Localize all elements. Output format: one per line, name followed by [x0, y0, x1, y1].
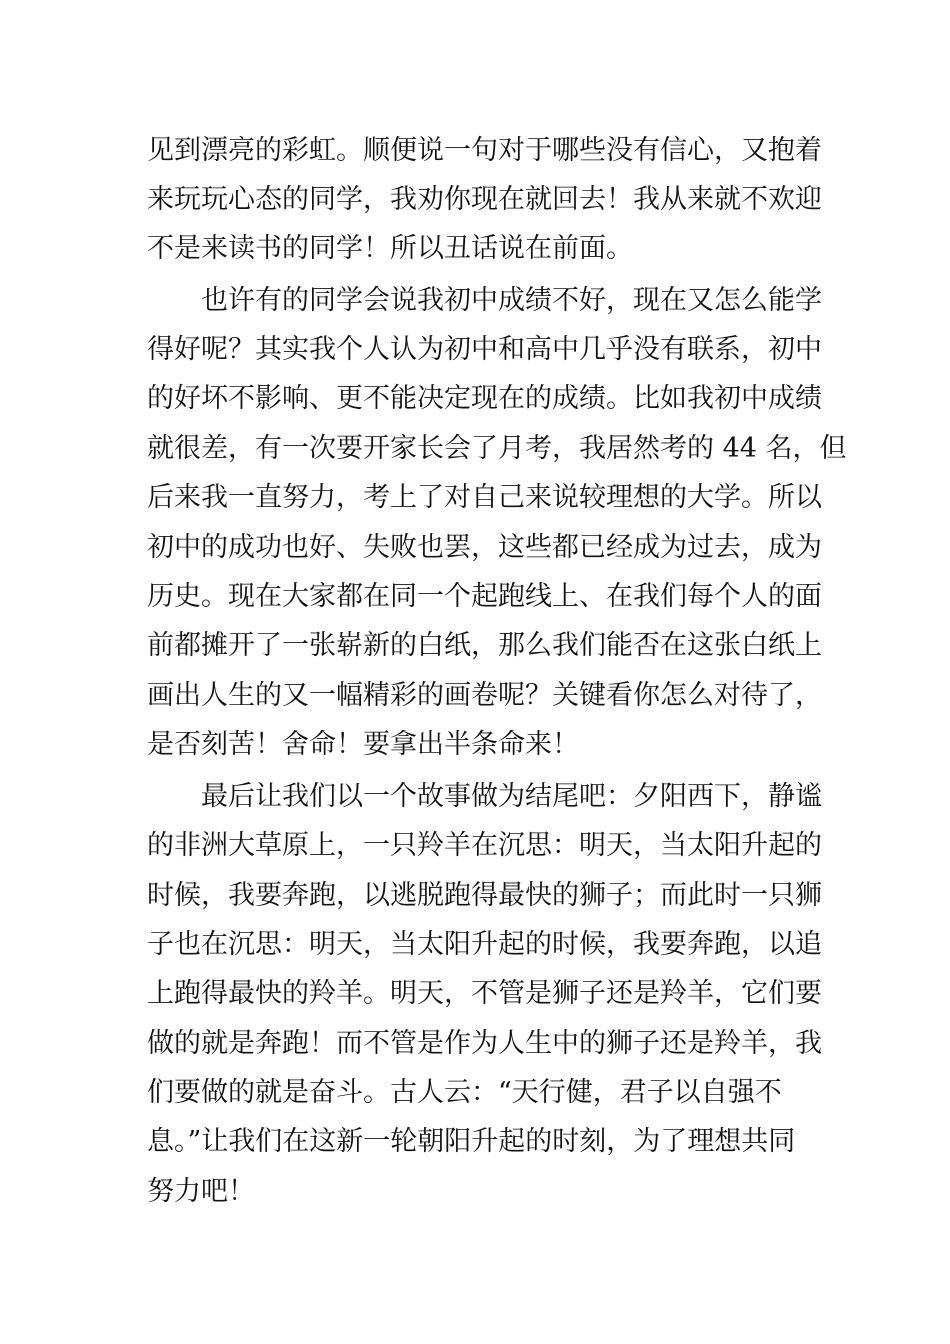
text-line: 画出人生的又一幅精彩的画卷呢？关键看你怎么对待了， [147, 680, 822, 711]
text-line: 来玩玩心态的同学，我劝你现在就回去！我从来就不欢迎 [147, 184, 822, 215]
text-line: 见到漂亮的彩虹。顺便说一句对于哪些没有信心，又抱着 [147, 135, 822, 166]
text-line: 的好坏不影响、更不能决定现在的成绩。比如我初中成绩 [147, 383, 822, 414]
paragraph-first-line: 也许有的同学会说我初中成绩不好，现在又怎么能学 [201, 285, 822, 316]
text-line: 初中的成功也好、失败也罢，这些都已经成为过去，成为 [147, 532, 822, 563]
text-line: 后来我一直努力，考上了对自己来说较理想的大学。所以 [147, 482, 822, 513]
text-line: 是否刻苦！舍命！要拿出半条命来！ [147, 729, 579, 760]
paragraph-first-line: 最后让我们以一个故事做为结尾吧：夕阳西下，静谧 [201, 781, 822, 812]
text-line: 息。”让我们在这新一轮朝阳升起的时刻，为了理想共同 [147, 1126, 796, 1157]
text-line: 努力吧！ [147, 1176, 255, 1207]
text-line: 前都摊开了一张崭新的白纸，那么我们能否在这张白纸上 [147, 630, 822, 661]
text-line: 不是来读书的同学！所以丑话说在前面。 [147, 233, 633, 264]
text-line: 历史。现在大家都在同一个起跑线上、在我们每个人的面 [147, 581, 822, 612]
text-line: 子也在沉思：明天，当太阳升起的时候，我要奔跑，以追 [147, 929, 822, 960]
text-line: 们要做的就是奋斗。古人云：“天行健，君子以自强不 [147, 1077, 782, 1108]
text-line: 就很差，有一次要开家长会了月考，我居然考的 44 名，但 [147, 433, 847, 464]
text-line: 上跑得最快的羚羊。明天，不管是狮子还是羚羊，它们要 [147, 978, 822, 1009]
text-line: 的非洲大草原上，一只羚羊在沉思：明天，当太阳升起的 [147, 830, 822, 861]
text-line: 时候，我要奔跑，以逃脱跑得最快的狮子；而此时一只狮 [147, 880, 822, 911]
text-line: 做的就是奔跑！而不管是作为人生中的狮子还是羚羊，我 [147, 1028, 822, 1059]
text-line: 得好呢？其实我个人认为初中和高中几乎没有联系，初中 [147, 334, 822, 365]
